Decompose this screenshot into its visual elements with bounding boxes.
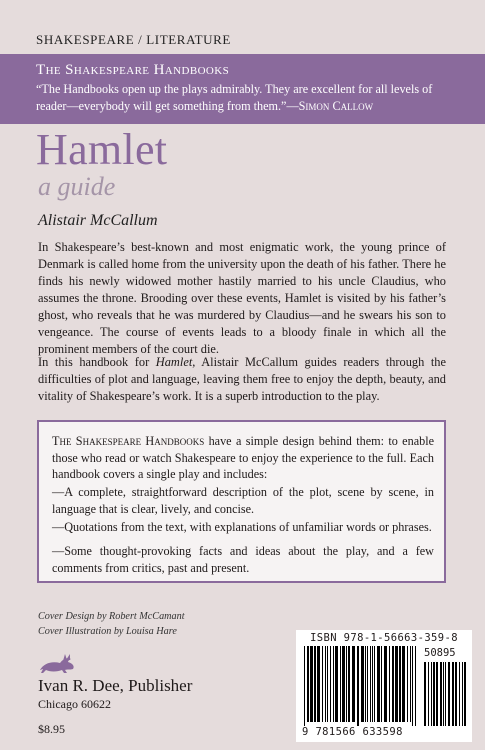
barcode-bar — [352, 646, 355, 722]
p2-intro: In this handbook for — [38, 355, 156, 369]
price: $8.95 — [38, 722, 65, 736]
barcode-bar — [462, 662, 463, 726]
info-intro — [52, 433, 434, 483]
isbn-label: ISBN 978-1-56663-359-8 — [310, 632, 458, 644]
barcode-bar — [307, 646, 309, 722]
barcode-bar — [333, 646, 334, 722]
barcode-bar — [327, 646, 328, 722]
series-title: The Shakespeare Handbooks — [36, 62, 230, 78]
cover-design-credit: Cover Design by Robert McCamant — [38, 611, 185, 622]
p2-title: Hamlet — [155, 355, 193, 369]
barcode-bar — [431, 662, 432, 726]
publisher-city: Chicago 60622 — [38, 697, 111, 711]
info-series-name: The Shakespeare Handbooks — [52, 434, 205, 448]
book-subtitle: a guide — [38, 172, 116, 201]
barcode-bar — [402, 646, 405, 722]
description-paragraph-2 — [38, 354, 446, 405]
cover-illustration-credit: Cover Illustration by Louisa Hare — [38, 626, 177, 637]
p2-rest: , Alistair McCallum guides readers through the difficulties of plot and language, leaving them free to enjoy the depth, beauty, and vitality of Shakespeare’s work. It is a superb introduction to the play. — [38, 355, 446, 403]
series-band — [0, 54, 485, 124]
barcode-bar — [445, 662, 446, 726]
series-info-box — [37, 420, 446, 583]
quote-attribution: —Simon Callow — [286, 99, 374, 113]
barcode-bar — [392, 646, 394, 722]
info-bullet-2: —Quotations from the text, with explanations of unfamiliar words or phrases. — [52, 520, 432, 534]
barcode-bar — [322, 646, 323, 722]
description-paragraph-1: In Shakespeare’s best-known and most enigmatic work, the young prince of Denmark is called home from the university upon the death of his father. There he finds his newly widowed mother hastily married to his uncle Claudius, who assumes the throne. Brooding over these events, Hamlet is visited by his father’s ghost, who reveals that he was murdered by Claudius—and he swears his son to vengeance. The course of events leads to a bloody finale in which all the prominent members of the court die. — [38, 240, 446, 356]
book-author: Alistair McCallum — [38, 212, 158, 229]
barcode-bar — [436, 662, 438, 726]
barcode-bar — [464, 662, 466, 726]
barcode-bar — [452, 662, 454, 726]
isbn-barcode — [296, 630, 472, 742]
ean-digits: 9 781566 633598 — [302, 726, 403, 738]
book-title: Hamlet — [36, 125, 168, 174]
barcode-bar — [395, 646, 398, 722]
barcode-bar — [365, 646, 366, 722]
barcode-bar — [317, 646, 320, 722]
barcode-bar — [346, 646, 347, 722]
barcode-bar — [384, 646, 387, 722]
info-bullet-1: —A complete, straightforward description of the plot, scene by scene, in language that is clear, lively, and concise. — [52, 485, 434, 516]
quote-text: “The Handbooks open up the plays admirably. They are excellent for all levels of reader—everybody will get something from them.” — [36, 82, 433, 113]
publisher-name: Ivan R. Dee, Publisher — [38, 676, 193, 695]
barcode-bar — [367, 646, 368, 722]
barcode-bar — [443, 662, 444, 726]
barcode-bar — [377, 646, 380, 722]
barcode-bar — [455, 662, 457, 726]
barcode-bar — [428, 662, 429, 726]
barcode-bar — [314, 646, 316, 722]
rabbit-logo-icon — [38, 652, 76, 674]
barcode-bar — [440, 662, 442, 726]
barcode-bar — [448, 662, 450, 726]
barcode-addon-digits: 50895 — [424, 647, 456, 659]
barcode-bar — [357, 646, 359, 726]
barcode-bar — [374, 646, 375, 722]
barcode-bar — [389, 646, 390, 722]
barcode-bar — [407, 646, 408, 722]
barcode-bar — [342, 646, 345, 722]
barcode-bar — [348, 646, 350, 722]
barcode-bar — [410, 646, 411, 722]
barcode-bar — [304, 646, 305, 726]
barcode-bar — [424, 662, 426, 726]
series-quote — [36, 81, 456, 115]
barcode-bar — [325, 646, 326, 722]
barcode-bar — [370, 646, 371, 722]
barcode-bar — [361, 646, 364, 722]
barcode-bar — [372, 646, 373, 722]
info-bullet-3: —Some thought-provoking facts and ideas about the play, and a few comments from critics, past and present. — [52, 544, 434, 575]
barcode-bar — [415, 646, 416, 726]
barcode-bar — [433, 662, 435, 726]
barcode-bar — [330, 646, 331, 722]
barcode-bar — [399, 646, 401, 722]
barcode-bar — [412, 646, 413, 726]
barcode-bar — [381, 646, 382, 722]
barcode-bar — [335, 646, 338, 722]
barcode-bar — [310, 646, 313, 722]
info-intro-rest: have a simple design behind them: to enable those who read or watch Shakespeare to enjoy the experience to the full. Each handbook covers a single play and includes: — [52, 434, 434, 482]
barcode-bar — [459, 662, 460, 726]
barcode-bar — [340, 646, 341, 722]
category-label: SHAKESPEARE / LITERATURE — [36, 32, 231, 47]
